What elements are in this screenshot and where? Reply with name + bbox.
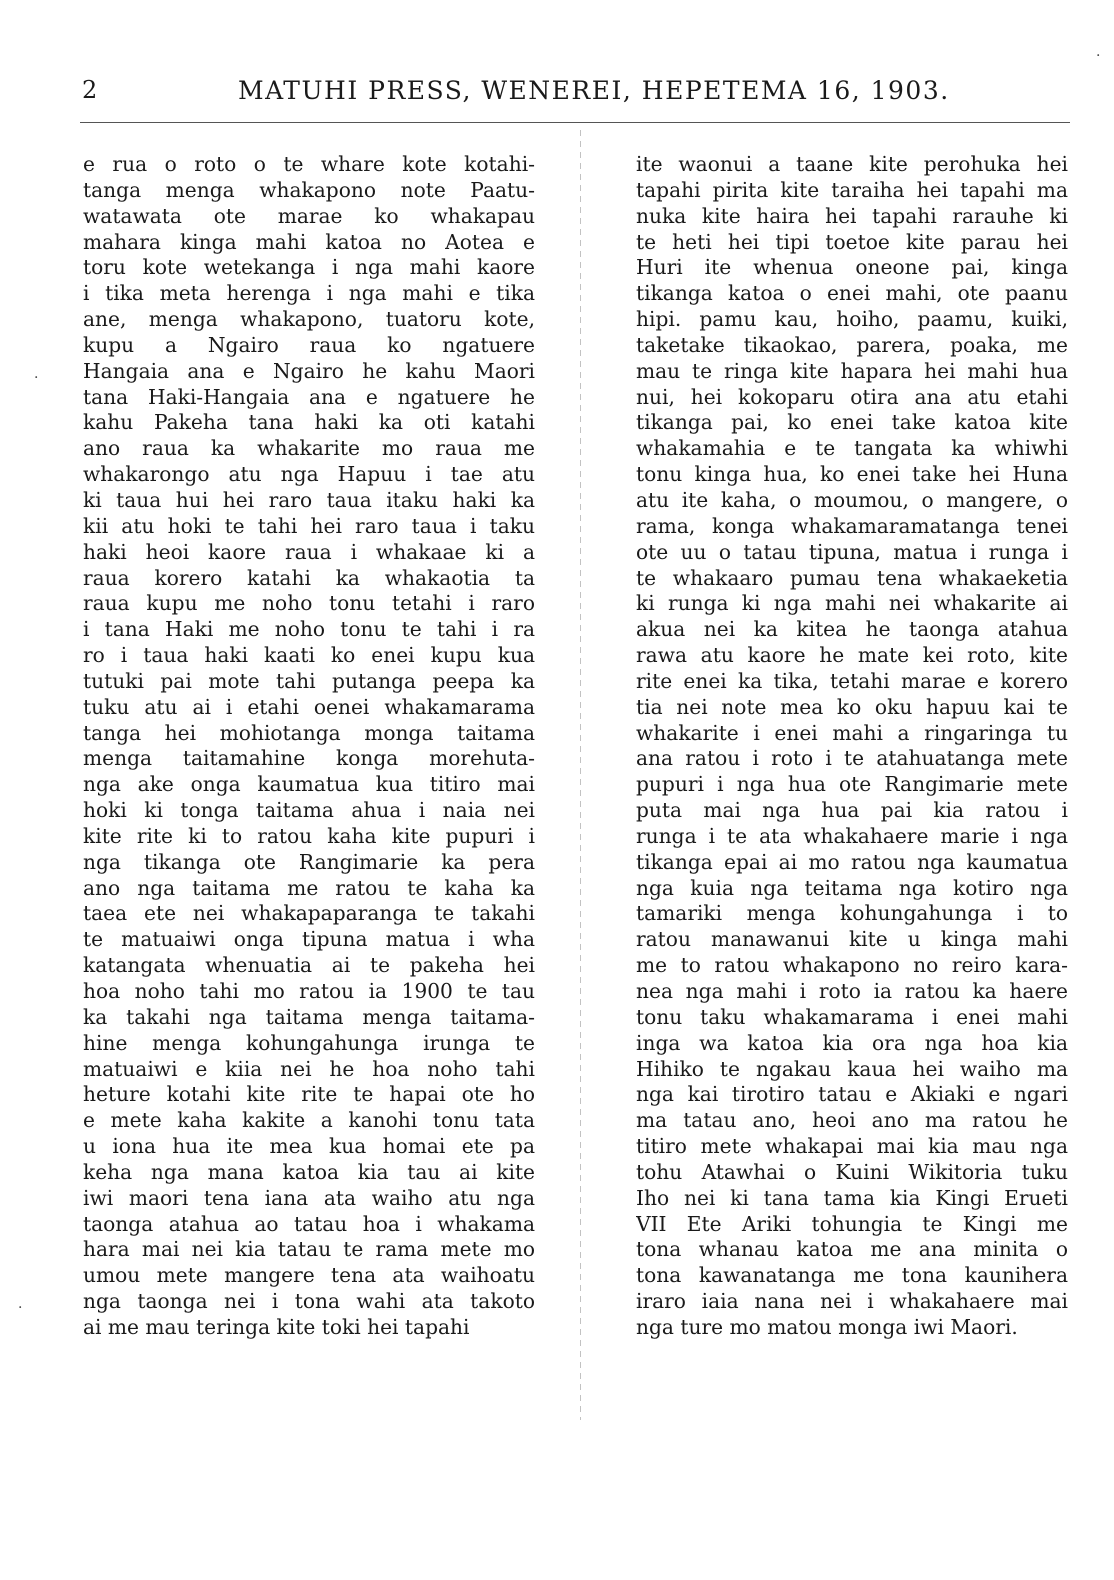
text-line: u iona hua ite mea kua homai ete pa: [83, 1134, 535, 1159]
text-line: kii atu hoki te tahi hei raro taua i taku: [83, 513, 535, 538]
text-line: tohu Atawhai o Kuini Wikitoria tuku: [636, 1159, 1068, 1184]
text-line: umou mete mangere tena ata waihoatu: [83, 1263, 535, 1288]
text-line: heture kotahi kite rite te hapai ote ho: [83, 1082, 535, 1107]
text-line: hine menga kohungahunga irunga te: [83, 1030, 535, 1055]
text-line: menga taitamahine konga morehuta-: [83, 746, 535, 771]
text-line: ratou manawanui kite u kinga mahi: [636, 927, 1068, 952]
text-line: tona kawanatanga me tona kaunihera: [636, 1263, 1068, 1288]
text-line: nuka kite haira hei tapahi rarauhe ki: [636, 203, 1068, 228]
text-line: ro i taua haki kaati ko enei kupu kua: [83, 643, 535, 668]
text-line: tamariki menga kohungahunga i to: [636, 901, 1068, 926]
text-line: hoki ki tonga taitama ahua i naia nei: [83, 798, 535, 823]
text-line: matuaiwi e kiia nei he hoa noho tahi: [83, 1056, 535, 1081]
text-line: tia nei note mea ko oku hapuu kai te: [636, 694, 1068, 719]
text-line: keha nga mana katoa kia tau ai kite: [83, 1159, 535, 1184]
text-line: nga kai tirotiro tatau e Akiaki e ngari: [636, 1082, 1068, 1107]
text-line: whakarongo atu nga Hapuu i tae atu: [83, 462, 535, 487]
text-line: ma tatau ano, heoi ano ma ratou he: [636, 1108, 1068, 1133]
text-line: tikanga epai ai mo ratou nga kaumatua: [636, 849, 1068, 874]
text-line: katangata whenuatia ai te pakeha hei: [83, 953, 535, 978]
text-line: te heti hei tipi toetoe kite parau hei: [636, 229, 1068, 254]
text-line: e mete kaha kakite a kanohi tonu tata: [83, 1108, 535, 1133]
text-line: nui, hei kokoparu otira ana atu etahi: [636, 384, 1068, 409]
text-line: kupu a Ngairo raua ko ngatuere: [83, 332, 535, 357]
text-line: taonga atahua ao tatau hoa i whakama: [83, 1211, 535, 1236]
text-line: pupuri i nga hua ote Rangimarie mete: [636, 772, 1068, 797]
text-line: Hihiko te ngakau kaua hei waiho ma: [636, 1056, 1068, 1081]
text-line: te matuaiwi onga tipuna matua i wha: [83, 927, 535, 952]
text-line: tanga menga whakapono note Paatu-: [83, 177, 535, 202]
text-line: tona whanau katoa me ana minita o: [636, 1237, 1068, 1262]
text-line: toru kote wetekanga i nga mahi kaore: [83, 255, 535, 280]
text-line: ano nga taitama me ratou te kaha ka: [83, 875, 535, 900]
text-line: taketake tikaokao, parera, poaka, me: [636, 332, 1068, 357]
text-line: Hangaia ana e Ngairo he kahu Maori: [83, 358, 535, 383]
text-line: mau te ringa kite hapara hei mahi hua: [636, 358, 1068, 383]
text-line: Iho nei ki tana tama kia Kingi Erueti: [636, 1185, 1068, 1210]
text-line: ki taua hui hei raro taua itaku haki ka: [83, 487, 535, 512]
text-line: titiro mete whakapai mai kia mau nga: [636, 1134, 1068, 1159]
page-number: 2: [82, 76, 99, 104]
text-line: tanga hei mohiotanga monga taitama: [83, 720, 535, 745]
text-line: i tika meta herenga i nga mahi e tika: [83, 281, 535, 306]
text-line: ana ratou i roto i te atahuatanga mete: [636, 746, 1068, 771]
text-line: whakamahia e te tangata ka whiwhi: [636, 436, 1068, 461]
text-line: tuku atu ai i etahi oenei whakamarama: [83, 694, 535, 719]
text-line: Huri ite whenua oneone pai, kinga: [636, 255, 1068, 280]
text-line: watawata ote marae ko whakapau: [83, 203, 535, 228]
text-line: ka takahi nga taitama menga taitama-: [83, 1004, 535, 1029]
text-line: tana Haki-Hangaia ana e ngatuere he: [83, 384, 535, 409]
text-line: raua kupu me noho tonu tetahi i raro: [83, 591, 535, 616]
text-line: me to ratou whakapono no reiro kara-: [636, 953, 1068, 978]
text-line: haki heoi kaore raua i whakaae ki a: [83, 539, 535, 564]
text-line: tikanga pai, ko enei take katoa kite: [636, 410, 1068, 435]
text-line: te whakaaro pumau tena whakaeketia: [636, 565, 1068, 590]
text-line: tapahi pirita kite taraiha hei tapahi ma: [636, 177, 1068, 202]
right-column: [636, 152, 1068, 1341]
text-line: akua nei ka kitea he taonga atahua: [636, 617, 1068, 642]
text-line: raua korero katahi ka whakaotia ta: [83, 565, 535, 590]
text-line: mahara kinga mahi katoa no Aotea e: [83, 229, 535, 254]
text-line: whakarite i enei mahi a ringaringa tu: [636, 720, 1068, 745]
text-line: taea ete nei whakapaparanga te takahi: [83, 901, 535, 926]
text-line: tutuki pai mote tahi putanga peepa ka: [83, 668, 535, 693]
text-line: ano raua ka whakarite mo raua me: [83, 436, 535, 461]
text-line: ane, menga whakapono, tuatoru kote,: [83, 307, 535, 332]
text-line: ai me mau teringa kite toki hei tapahi: [83, 1314, 470, 1339]
text-line: tonu kinga hua, ko enei take hei Huna: [636, 462, 1068, 487]
text-line: runga i te ata whakahaere marie i nga: [636, 823, 1068, 848]
text-line: e rua o roto o te whare kote kotahi-: [83, 152, 535, 176]
print-speck: ·: [34, 370, 39, 386]
text-line: inga wa katoa kia ora nga hoa kia: [636, 1030, 1068, 1055]
text-line: iraro iaia nana nei i whakahaere mai: [636, 1289, 1068, 1314]
text-line: atu ite kaha, o moumou, o mangere, o: [636, 487, 1068, 512]
text-line: puta mai nga hua pai kia ratou i: [636, 798, 1068, 823]
text-line: hipi. pamu kau, hoiho, paamu, kuiki,: [636, 307, 1068, 332]
text-line: ite waonui a taane kite perohuka hei: [636, 152, 1068, 176]
text-line: hoa noho tahi mo ratou ia 1900 te tau: [83, 979, 535, 1003]
text-line: nga ture mo matou monga iwi Maori.: [636, 1314, 1018, 1339]
text-line: rama, konga whakamaramatanga tenei: [636, 513, 1068, 538]
masthead: MATUHI PRESS, WENEREI, HEPETEMA 16, 1903.: [238, 76, 950, 105]
text-line: nga tikanga ote Rangimarie ka pera: [83, 849, 535, 874]
text-line: ki runga ki nga mahi nei whakarite ai: [636, 591, 1068, 616]
text-line: rawa atu kaore he mate kei roto, kite: [636, 643, 1068, 668]
text-line: tonu taku whakamarama i enei mahi: [636, 1004, 1068, 1029]
text-line: nga kuia nga teitama nga kotiro nga: [636, 875, 1068, 900]
text-line: ote uu o tatau tipuna, matua i runga i: [636, 539, 1068, 564]
text-line: nga ake onga kaumatua kua titiro mai: [83, 772, 535, 797]
text-line: VII Ete Ariki tohungia te Kingi me: [636, 1211, 1068, 1236]
text-line: i tana Haki me noho tonu te tahi i ra: [83, 617, 535, 642]
left-column: [83, 152, 535, 1341]
text-line: nea nga mahi i roto ia ratou ka haere: [636, 979, 1068, 1003]
header-rule: [80, 122, 1070, 123]
text-line: kahu Pakeha tana haki ka oti katahi: [83, 410, 535, 435]
text-line: iwi maori tena iana ata waiho atu nga: [83, 1185, 535, 1210]
column-divider: [580, 130, 581, 1420]
text-line: kite rite ki to ratou kaha kite pupuri i: [83, 823, 535, 848]
text-line: tikanga katoa o enei mahi, ote paanu: [636, 281, 1068, 306]
text-line: rite enei ka tika, tetahi marae e korero: [636, 668, 1068, 693]
page-header: [80, 72, 1070, 112]
text-line: nga taonga nei i tona wahi ata takoto: [83, 1289, 535, 1314]
text-line: hara mai nei kia tatau te rama mete mo: [83, 1237, 535, 1262]
print-speck: ·: [18, 1300, 23, 1316]
print-speck: ·: [1096, 48, 1101, 64]
